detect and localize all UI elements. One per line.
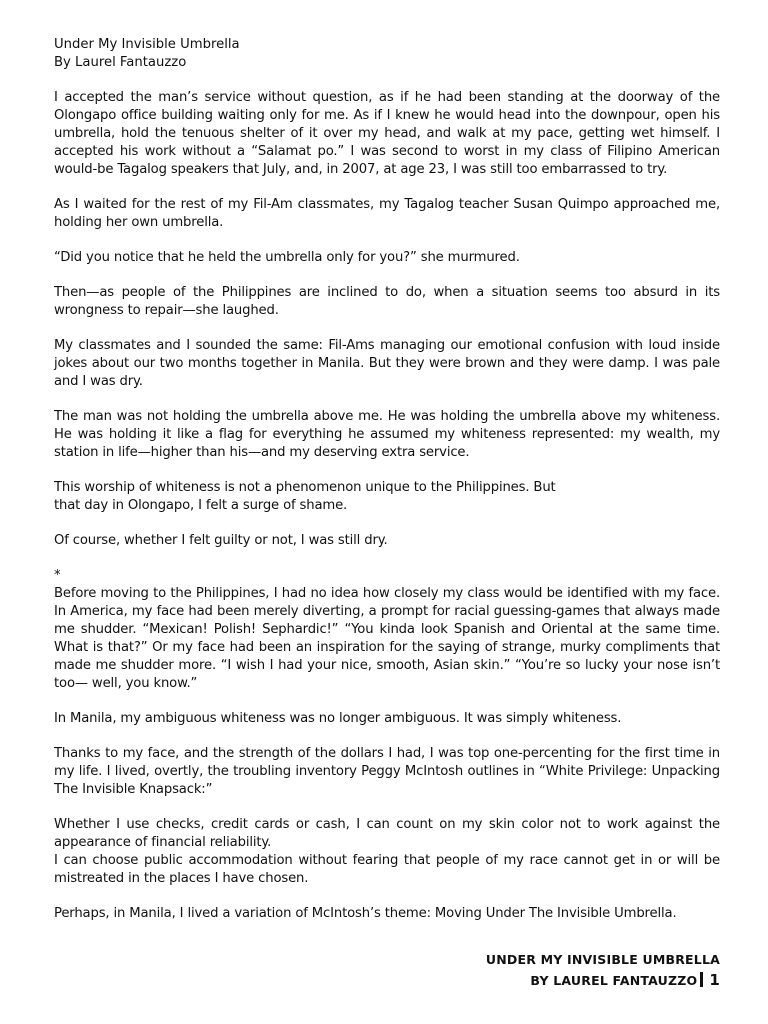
- paragraph-4: Then—as people of the Philippines are inclined to do, when a situation seems too absurd in its wrongness to repair—she laughed.: [54, 285, 720, 318]
- quote-line-2: I can choose public accommodation without fearing that people of my race cannot get in or will be mistreated in the places I have chosen.: [54, 853, 720, 886]
- document-header: [54, 36, 720, 72]
- footer-author: BY LAUREL FANTAUZZO: [530, 973, 698, 988]
- paragraph-9: Before moving to the Philippines, I had no idea how closely my class would be identified with my face. In America, my face had been merely diverting, a prompt for racial guessing-games that always made me shudder. “Mexican! Polish! Sephardic!” “You kinda look Spanish and Oriental at the same time. What is that?” Or my face had been an inspiration for the saying of strange, murky compliments that made me shudder more. “I wish I had your nice, smooth, Asian skin.” “You’re so lucky your nose isn’t too— well, you know.”: [54, 586, 720, 691]
- page-footer: [486, 950, 720, 991]
- paragraph-13: Perhaps, in Manila, I lived a variation of McIntosh’s theme: Moving Under The Invisible Umbrella.: [54, 906, 677, 921]
- paragraph-7-line-1: This worship of whiteness is not a phenomenon unique to the Philippines. But: [54, 480, 556, 495]
- footer-author-line: [486, 970, 720, 991]
- quote-line-1: Whether I use checks, credit cards or cash, I can count on my skin color not to work against the appearance of financial reliability.: [54, 817, 720, 850]
- paragraph-3: “Did you notice that he held the umbrella only for you?” she murmured.: [54, 250, 520, 265]
- paragraph-11: Thanks to my face, and the strength of the dollars I had, I was top one-percenting for the first time in my life. I lived, overtly, the troubling inventory Peggy McIntosh outlines in “White Privilege: Unpacking The Invisible Knapsack:”: [54, 746, 720, 797]
- paragraph-8: Of course, whether I felt guilty or not, I was still dry.: [54, 533, 388, 548]
- page-number: 1: [709, 971, 720, 989]
- document-body: [54, 89, 720, 923]
- paragraph-10: In Manila, my ambiguous whiteness was no longer ambiguous. It was simply whiteness.: [54, 711, 622, 726]
- footer-divider: [700, 972, 703, 987]
- document-byline: By Laurel Fantauzzo: [54, 55, 187, 70]
- paragraph-1: I accepted the man’s service without question, as if he had been standing at the doorway of the Olongapo office building waiting only for me. As if I knew he would head into the downpour, open his umbrella, hold the tenuous shelter of it over my head, and walk at my pace, getting wet himself. I accepted his work without a “Salamat po.” I was second to worst in my class of Filipino American would-be Tagalog speakers that July, and, in 2007, at age 23, I was still too embarrassed to try.: [54, 90, 720, 177]
- paragraph-6: The man was not holding the umbrella above me. He was holding the umbrella above my whiteness. He was holding it like a flag for everything he assumed my whiteness represented: my wealth, my station in life—higher than his—and my deserving extra service.: [54, 409, 720, 460]
- paragraph-5: My classmates and I sounded the same: Fil-Ams managing our emotional confusion with loud inside jokes about our two months together in Manila. But they were brown and they were damp. I was pale and I was dry.: [54, 338, 720, 389]
- paragraph-7-line-2: that day in Olongapo, I felt a surge of shame.: [54, 498, 348, 513]
- footer-title: UNDER MY INVISIBLE UMBRELLA: [485, 952, 720, 967]
- section-separator: *: [54, 568, 61, 583]
- document-title: Under My Invisible Umbrella: [54, 37, 240, 52]
- paragraph-2: As I waited for the rest of my Fil-Am classmates, my Tagalog teacher Susan Quimpo approached me, holding her own umbrella.: [54, 197, 720, 230]
